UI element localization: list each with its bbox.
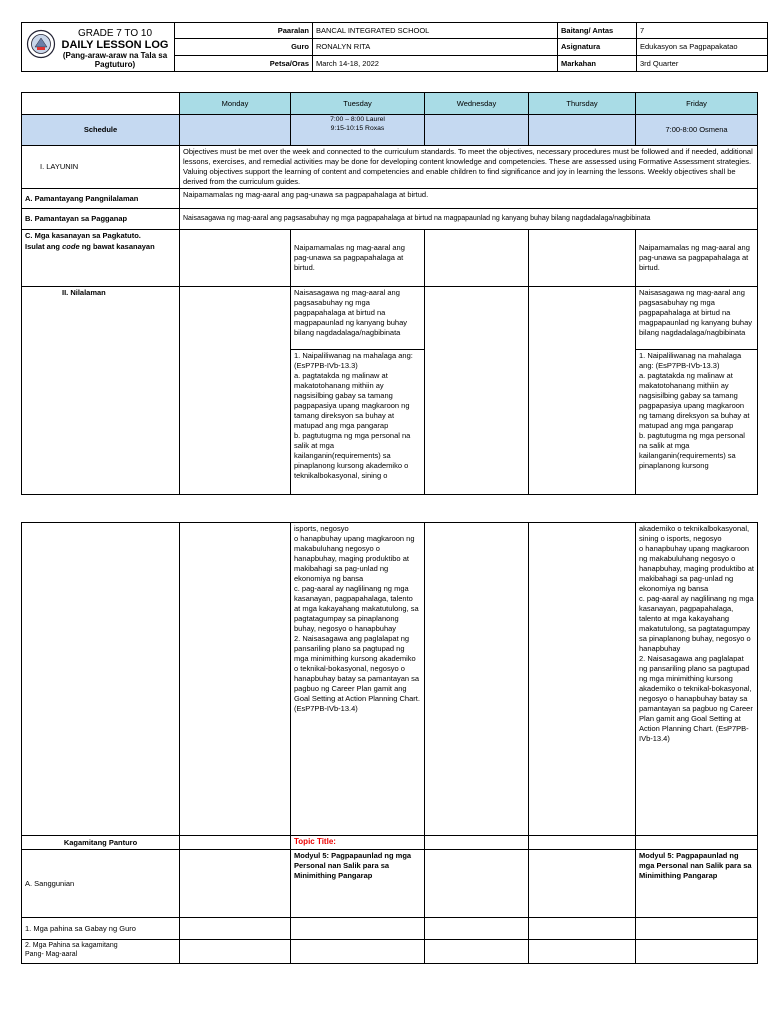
day-thursday: Thursday — [529, 93, 636, 115]
nilalaman-friday: Naisasagawa ng mag-aaral ang pagsasabuhay ng mga pagpapahalaga at birtud na magpapaunlad ng kanyang buhay bilang nagdadalaga/nagbibinata — [636, 287, 758, 350]
nilalaman-label: II. Nilalaman — [22, 287, 180, 495]
sanggunian-friday: Modyul 5: Pagpapaunlad ng mga Personal nan Salik para sa Minimithing Pangarap — [636, 850, 758, 918]
pamantayan-sa-pagganap-label: B. Pamantayan sa Pagganap — [22, 209, 180, 230]
kagamitang-mag-aaral-label-line1: 2. Mga Pahina sa kagamitang — [25, 942, 118, 949]
continuation-wednesday — [425, 523, 529, 836]
sanggunian-label: A. Sanggunian — [22, 850, 180, 918]
schedule-tuesday: 7:00 – 8:00 Laurel 9:15-10:15 Roxas — [291, 115, 425, 146]
kasanayan-tuesday: Naipamamalas ng mag-aaral ang pag-unawa sa pagpapahalaga at birtud. — [291, 230, 425, 287]
gabay-label: 1. Mga pahina sa Gabay ng Guro — [22, 918, 180, 940]
mag-aaral-friday — [636, 940, 758, 964]
kagamitang-monday — [180, 836, 291, 850]
mag-aaral-wednesday — [425, 940, 529, 964]
kagamitang-wednesday — [425, 836, 529, 850]
day-wednesday: Wednesday — [425, 93, 529, 115]
document-subtitle: (Pang-araw-araw na Tala sa Pagtuturo) — [62, 50, 168, 69]
nilalaman-tuesday-list-1: 1. Naipaliliwanag na mahalaga ang: (EsP7PB-IVb-13.3) a. pagtatakda ng malinaw at makatotohanang mithiin ay nagsisilbing gabay sa tamang pagpapasiya upang magkaroon ng tamang direksyon sa buhay at matupad ang mga pangarap b. pagtutugma ng mga personal na salik at mga kailanganin(requirements) sa pinaplanong kursong akademiko o teknikalbokasyonal, sining o — [291, 350, 425, 495]
lesson-table-part-1 — [21, 92, 758, 495]
sanggunian-wednesday — [425, 850, 529, 918]
mag-aaral-monday — [180, 940, 291, 964]
nilalaman-friday-list-2: akademiko o teknikalbokasyonal, sining o isports, negosyo o hanapbuhay upang magkaroon ng makabuluhang negosyo o hanapbuhay, maging produktibo at makibahagi sa pag-unlad ng ekonomiya ng bansa c. pag-aaral ay naglilinang ng mga kasanayan, pagpapahalaga, talento at mga kakayahang makatutulong, sa pagtatagumpay sa pinaplanong buhay, negosyo o hanapbuhay 2. Naisasagawa ang paglalapat ng pansariling plano sa pagtupad ng mga minimithing kursong akademiko o teknikal-bokasyonal, negosyo o hanapbuhay batay sa pamantayan sa pagbuo ng Career Plan gamit ang Goal Setting at Action Planning Chart. (EsP7PB-IVb-13.4) — [636, 523, 758, 836]
day-tuesday: Tuesday — [291, 93, 425, 115]
sanggunian-tuesday: Modyul 5: Pagpapaunlad ng mga Personal nan Salik para sa Minimithing Pangarap — [291, 850, 425, 918]
school-value: BANCAL INTEGRATED SCHOOL — [313, 23, 558, 39]
date-label: Petsa/Oras — [175, 55, 313, 71]
date-value: March 14-18, 2022 — [313, 55, 558, 71]
kagamitang-panturo-label: Kagamitang Panturo — [22, 836, 180, 850]
kasanayan-label-line1: C. Mga kasanayan sa Pagkatuto. — [25, 231, 141, 240]
kagamitang-mag-aaral-label — [22, 940, 180, 964]
teacher-value: RONALYN RITA — [313, 39, 558, 55]
gabay-wednesday — [425, 918, 529, 940]
grade-range: GRADE 7 TO 10 — [77, 27, 153, 39]
kasanayan-monday — [180, 230, 291, 287]
sanggunian-monday — [180, 850, 291, 918]
lesson-table-part-2 — [21, 522, 758, 964]
teacher-label: Guro — [175, 39, 313, 55]
day-monday: Monday — [180, 93, 291, 115]
subject-label: Asignatura — [558, 39, 637, 55]
kasanayan-label-code: code — [62, 241, 80, 251]
gabay-thursday — [529, 918, 636, 940]
level-label: Baitang/ Antas — [558, 23, 637, 39]
kasanayan-friday: Naipamamalas ng mag-aaral ang pag-unawa sa pagpapahalaga at birtud. — [636, 230, 758, 287]
schedule-friday: 7:00-8:00 Osmena — [636, 115, 758, 146]
nilalaman-wednesday — [425, 287, 529, 495]
nilalaman-thursday — [529, 287, 636, 495]
sanggunian-thursday — [529, 850, 636, 918]
header-title-cell — [22, 23, 175, 72]
kagamitang-mag-aaral-label-line2: Pang- Mag-aaral — [25, 951, 78, 958]
kasanayan-label-line2: Isulat ang — [25, 241, 61, 251]
schedule-label: Schedule — [22, 115, 180, 146]
nilalaman-monday — [180, 287, 291, 495]
quarter-label: Markahan — [558, 55, 637, 71]
layunin-note: Objectives must be met over the week and connected to the curriculum standards. To meet the objectives, necessary procedures must be followed and if needed, additional lessons, exercises, and remedial activities may be done for developing content knowledge and competencies. These are assessed using Formative Assessment strategies. Valuing objectives support the learning of content and competencies and enable children to find significance and joy in learning the lessons. Weekly objectives shall be derived from the curriculum guides. — [180, 146, 758, 189]
pamantayang-pangnilalaman-label: A. Pamantayang Pangnilalaman — [22, 189, 180, 209]
school-label: Paaralan — [175, 23, 313, 39]
mag-aaral-thursday — [529, 940, 636, 964]
continuation-label — [22, 523, 180, 836]
gabay-monday — [180, 918, 291, 940]
schedule-thursday — [529, 115, 636, 146]
corner-cell — [22, 93, 180, 115]
kasanayan-thursday — [529, 230, 636, 287]
quarter-value: 3rd Quarter — [637, 55, 768, 71]
nilalaman-friday-list-1: 1. Naipaliliwanag na mahalaga ang: (EsP7PB-IVb-13.3) a. pagtatakda ng malinaw at makatotohanang mithiin ay nagsisilbing gabay sa tamang pagpapasiya upang magkaroon ng tamang direksyon sa buhay at matupad ang mga pangarap b. pagtutugma ng mga personal na salik at mga kailanganin(requirements) sa pinaplanong kursong — [636, 350, 758, 495]
kagamitang-friday — [636, 836, 758, 850]
nilalaman-tuesday-list-2: isports, negosyo o hanapbuhay upang magkaroon ng makabuluhang negosyo o hanapbuhay, maging produktibo at makibahagi sa pag-unlad ng ekonomiya ng bansa c. pag-aaral ay naglilinang ng mga kasanayan, pagpapahalaga, talento at mga kakayahang makatutulong, sa pagtatagumpay sa pinaplanong buhay, negosyo o hanapbuhay 2. Naisasagawa ang paglalapat ng pansariling plano sa pagtupad ng mga minimithing kursong akademiko o teknikal-bokasyonal, negosyo o hanapbuhay batay sa pamantayan sa pagbuo ng Career Plan gamit ang Goal Setting at Action Planning Chart. (EsP7PB-IVb-13.4) — [291, 523, 425, 836]
mag-aaral-tuesday — [291, 940, 425, 964]
day-friday: Friday — [636, 93, 758, 115]
document-title: DAILY LESSON LOG — [61, 38, 169, 51]
subject-value: Edukasyon sa Pagpapakatao — [637, 39, 768, 55]
deped-seal-icon — [26, 29, 56, 59]
pamantayang-pangnilalaman-text: Naipamamalas ng mag-aaral ang pag-unawa sa pagpapahalaga at birtud. — [180, 189, 758, 209]
pamantayan-sa-pagganap-text: Naisasagawa ng mag-aaral ang pagsasabuhay ng mga pagpapahalaga at birtud na magpapaunlad ng kanyang buhay bilang nagdadalaga/nagbibinata — [180, 209, 758, 230]
header-block — [21, 22, 768, 72]
continuation-thursday — [529, 523, 636, 836]
kasanayan-label-line3: ng bawat kasanayan — [81, 241, 155, 251]
kasanayan-label — [22, 230, 180, 287]
schedule-wednesday — [425, 115, 529, 146]
topic-title-label: Topic Title: — [291, 836, 425, 850]
gabay-friday — [636, 918, 758, 940]
kagamitang-thursday — [529, 836, 636, 850]
schedule-monday — [180, 115, 291, 146]
nilalaman-tuesday: Naisasagawa ng mag-aaral ang pagsasabuhay ng mga pagpapahalaga at birtud na magpapaunlad ng kanyang buhay bilang nagdadalaga/nagbibinata — [291, 287, 425, 350]
continuation-monday — [180, 523, 291, 836]
layunin-label: I. LAYUNIN — [22, 146, 180, 189]
level-value: 7 — [637, 23, 768, 39]
gabay-tuesday — [291, 918, 425, 940]
kasanayan-wednesday — [425, 230, 529, 287]
